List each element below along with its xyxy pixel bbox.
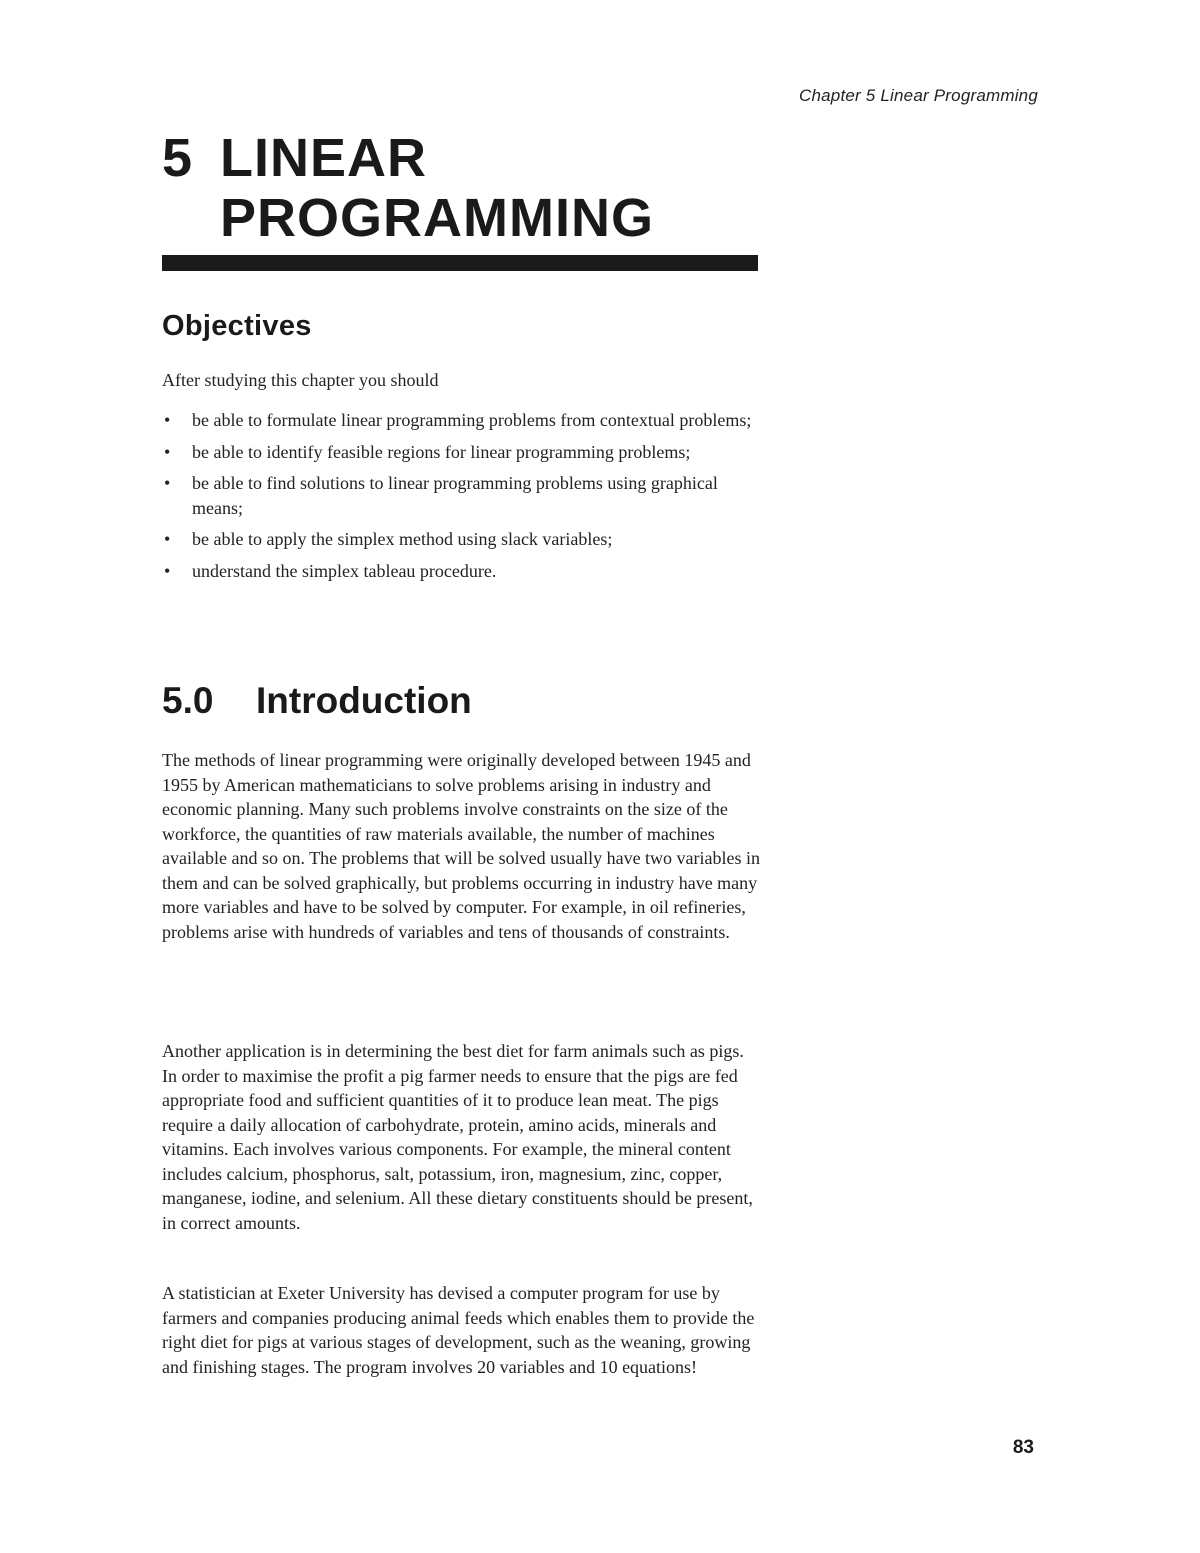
page-number: 83 (1012, 1437, 1034, 1458)
objectives-intro: After studying this chapter you should (162, 370, 439, 390)
objectives-heading: Objectives (162, 310, 312, 342)
chapter-title (162, 128, 654, 248)
body-paragraph-1: The methods of linear programming were originally developed between 1945 and 1955 by American mathematicians to solve problems arising in industry and economic planning. Many such problems involve constraints on the size of the workforce, the quantities of raw materials available, the number of machines available and so on. The problems that will be solved usually have two variables in them and can be solved graphically, but problems occurring in industry have many more variables and have to be solved by computer. For example, in oil refineries, problems arise with hundreds of variables and tens of thousands of constraints. (162, 750, 761, 942)
bullet-icon: • (164, 529, 171, 549)
objective-item (162, 408, 762, 433)
section-title: Introduction (256, 680, 472, 721)
section-heading (162, 680, 472, 722)
body-paragraph-3: A statistician at Exeter University has devised a computer program for use by farmers and companies producing animal feeds which enables them to provide the right diet for pigs at various stages of development, such as the weaning, growing and finishing stages. The program involves 20 variables and 10 equations! (162, 1283, 755, 1377)
objective-text: be able to find solutions to linear programming problems using graphical means; (192, 473, 718, 518)
objective-text: be able to formulate linear programming problems from contextual problems; (192, 410, 752, 430)
objective-text: understand the simplex tableau procedure. (192, 560, 497, 581)
objective-text: be able to identify feasible regions for linear programming problems; (192, 441, 691, 462)
objective-text: be able to apply the simplex method using slack variables; (192, 529, 613, 549)
objective-item (162, 559, 762, 584)
bullet-icon: • (164, 410, 171, 430)
objectives-list (162, 408, 762, 590)
chapter-number: 5 (162, 128, 194, 188)
title-rule (162, 255, 758, 271)
objective-item (162, 440, 762, 465)
chapter-title-line2: PROGRAMMING (220, 188, 654, 248)
bullet-icon: • (164, 473, 171, 493)
objective-item (162, 527, 762, 552)
running-head: Chapter 5 Linear Programming (799, 86, 1038, 105)
section-number: 5.0 (162, 680, 214, 721)
chapter-title-line1: LINEAR (220, 128, 427, 188)
body-paragraph-2: Another application is in determining the best diet for farm animals such as pigs. In order to maximise the profit a pig farmer needs to ensure that the pigs are fed appropriate food and sufficient quantities of it to produce lean meat. The pigs require a daily allocation of carbohydrate, protein, amino acids, minerals and vitamins. Each involves various components. For example, the mineral content includes calcium, phosphorus, salt, potassium, iron, magnesium, zinc, copper, manganese, iodine, and selenium. All these dietary constituents should be present, in correct amounts. (162, 1041, 753, 1233)
bullet-icon: • (164, 560, 171, 581)
bullet-icon: • (164, 441, 171, 462)
objective-item (162, 471, 762, 520)
